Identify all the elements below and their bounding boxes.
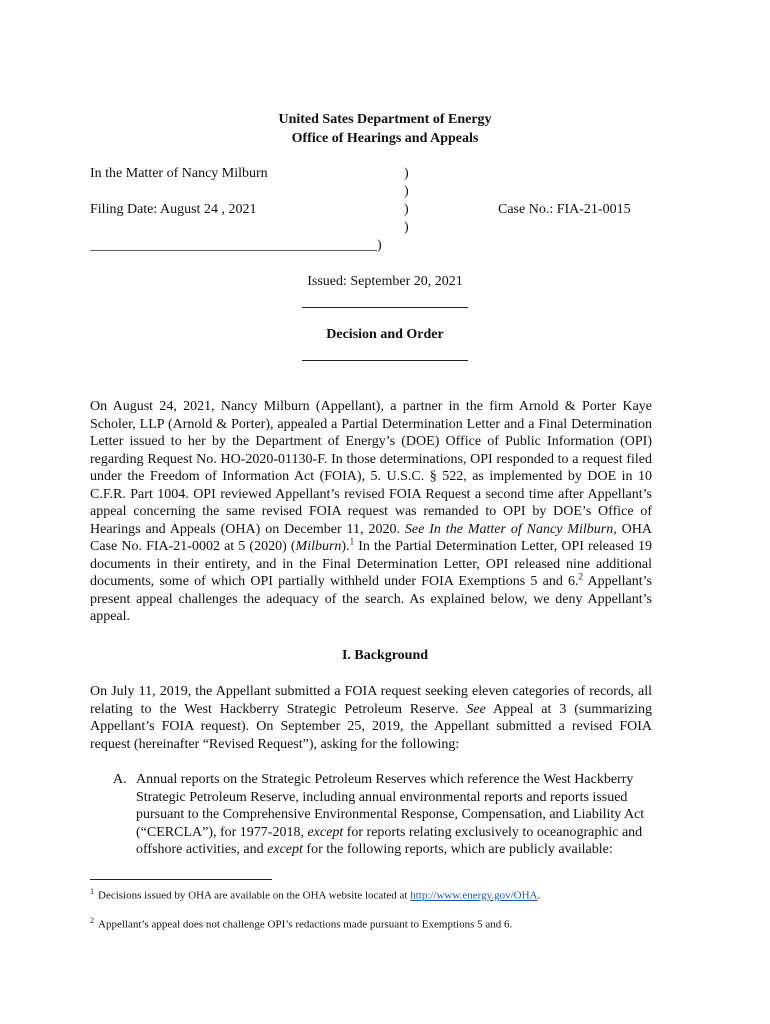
caption-paren: )	[404, 166, 409, 181]
divider	[302, 307, 468, 308]
filing-date: Filing Date: August 24 , 2021	[90, 202, 257, 217]
caption-paren: )	[404, 202, 409, 217]
footnote-ref[interactable]: 2	[578, 571, 584, 582]
footnote-ref[interactable]: 1	[349, 536, 355, 547]
case-number: Case No.: FIA-21-0015	[498, 202, 631, 217]
divider	[302, 360, 468, 361]
footnote-2: $^2$ Appellant’s appeal does not challenge OPI’s redactions made pursuant to Exemptions 5 and 6.	[90, 916, 513, 931]
caption-paren: )	[404, 220, 409, 235]
caption-underline: _________________________________________)	[90, 238, 382, 253]
footnote-separator	[90, 879, 272, 880]
background-paragraph: On July 11, 2019, the Appellant submitted a FOIA request seeking eleven categories of records, all relating to the West Hackberry Strategic Petroleum Reserve. See Appeal at 3 (summarizing Appellant’s FOIA request). On September 25, 2019, the Appellant submitted a revised FOIA request (hereinafter “Revised Request”), asking for the following:	[90, 684, 652, 752]
intro-paragraph: On August 24, 2021, Nancy Milburn (Appellant), a partner in the firm Arnold & Porter Kaye Scholer, LLP (Arnold & Porter), appealed a Partial Determination Letter and a Final Determination Letter issued to her by the Department of Energy’s (DOE) Office of Public Information (OPI) regarding Request No. HO-2020-01130-F. In those determinations, OPI responded to a request filed under the Freedom of Information Act (FOIA), 5. U.S.C. § 522, as implemented by DOE in 10 C.F.R. Part 1004. OPI reviewed Appellant’s revised FOIA Request a second time after Appellant’s appeal concerning the same revised FOIA request was remanded to OPI by DOE’s Office of Hearings and Appeals (OHA) on December 11, 2020. See In the Matter of Nancy Milburn, OHA Case No. FIA-21-0002 at 5 (2020) (Milburn).$^1$ In the Partial Determination Letter, OPI released 19 documents in their entirety, and in the Final Determination Letter, OPI released nine additional documents, some of which OPI partially withheld under FOIA Exemptions 5 and 6.$^2$ Appellant’s present appeal challenges the adequacy of the search. As explained below, we deny Appellant’s appeal.	[90, 399, 653, 624]
list-item	[113, 771, 653, 859]
caption-paren: )	[404, 184, 409, 199]
matter-caption: In the Matter of Nancy Milburn	[90, 166, 268, 181]
list-marker: A.	[113, 772, 127, 787]
agency-title: United Sates Department of Energy	[278, 112, 492, 127]
oha-website-link[interactable]: http://www.energy.gov/OHA	[410, 889, 538, 902]
issued-date: Issued: September 20, 2021	[307, 274, 463, 289]
document-title: Decision and Order	[326, 327, 444, 342]
list-item-text: Annual reports on the Strategic Petroleum Reserves which reference the West Hackberry Strategic Petroleum Reserve, including annual environmental reports and reports issued pursuant to the Comprehensive Environmental Response, Compensation, and Liability Act (“CERCLA”), for 1977-2018, except for reports relating exclusively to oceanographic and offshore activities, and except for the following reports, which are publicly available:	[136, 772, 645, 857]
office-title: Office of Hearings and Appeals	[291, 131, 479, 146]
footnote-1: $^1$ Decisions issued by OHA are available on the OHA website located at http://www.energy.gov/OHA.	[90, 887, 541, 902]
section-heading: I. Background	[341, 648, 429, 663]
